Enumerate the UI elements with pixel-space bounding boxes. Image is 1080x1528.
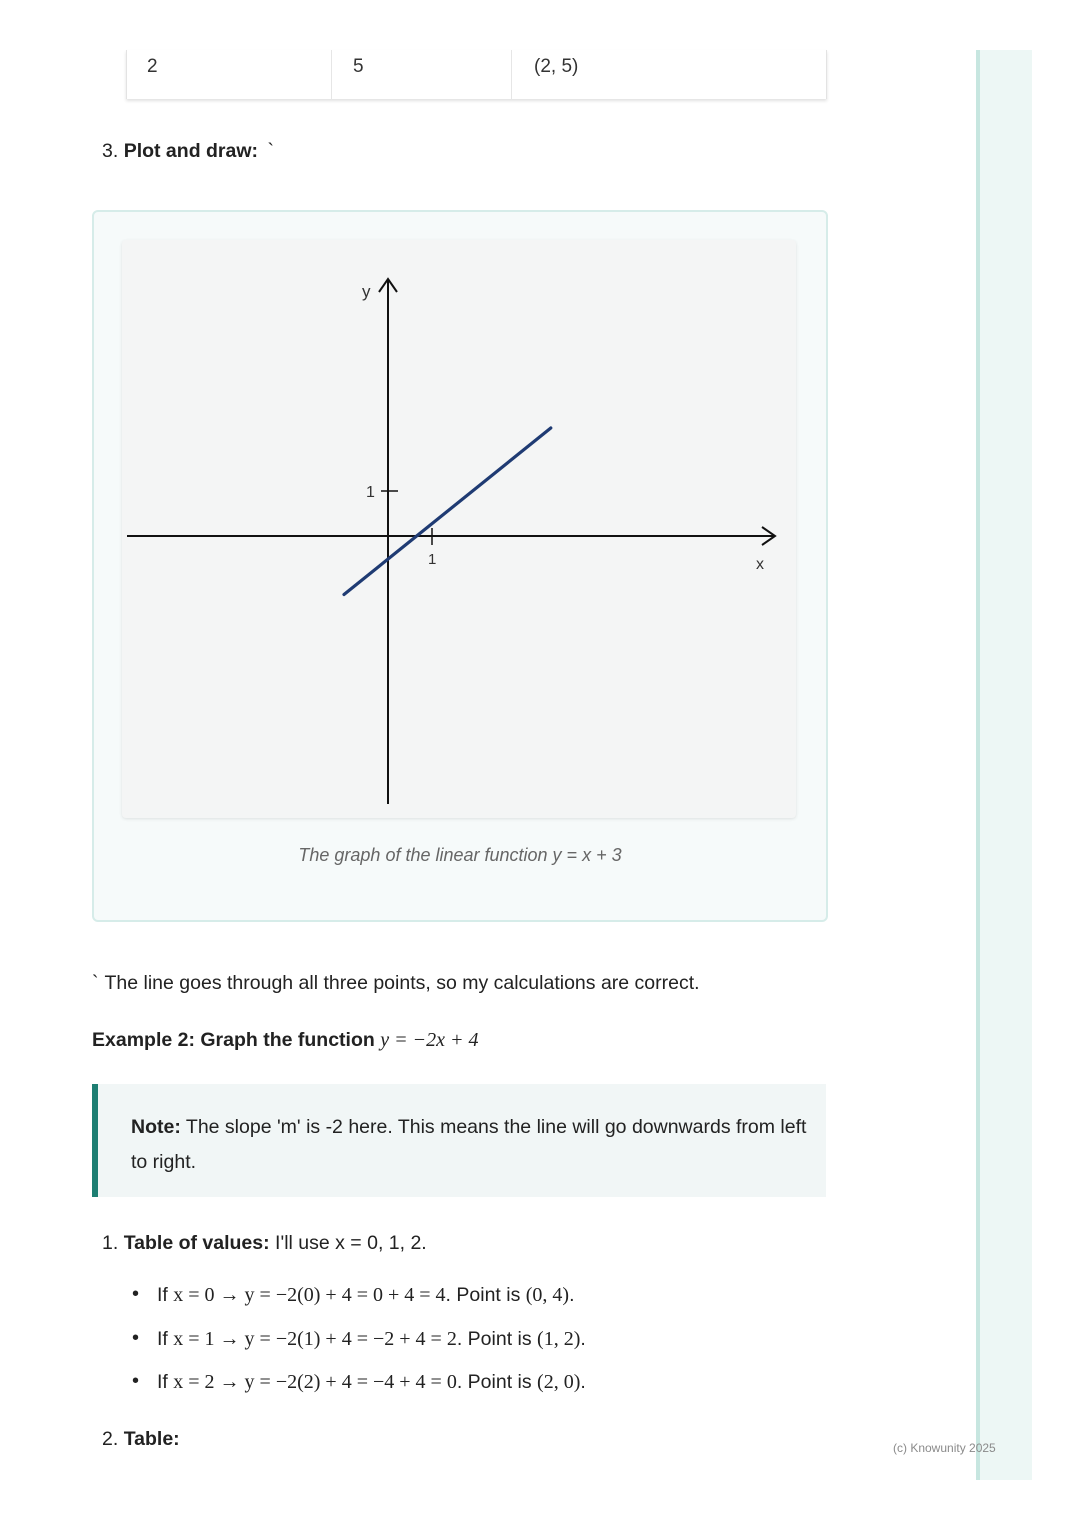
x-axis-label: x bbox=[756, 556, 764, 573]
step-number: 1. bbox=[102, 1232, 119, 1254]
table-cell-y: 5 bbox=[353, 56, 364, 77]
bullet-mid: . Point is bbox=[456, 1371, 532, 1393]
calculation-list bbox=[130, 1284, 586, 1415]
stray-backtick: ` bbox=[267, 140, 274, 162]
copyright-footer: (c) Knowunity 2025 bbox=[893, 1441, 996, 1455]
example-equation: y = −2x + 4 bbox=[380, 1029, 479, 1051]
bullet-mid: . Point is bbox=[445, 1284, 521, 1306]
function-line bbox=[344, 428, 551, 595]
bullet-point: (2, 0) bbox=[537, 1371, 581, 1393]
step-2-heading bbox=[102, 1428, 180, 1451]
conclusion-text bbox=[92, 972, 700, 995]
example-label: Example 2: Graph the function bbox=[92, 1029, 375, 1051]
figure-caption: The graph of the linear function y = x + 3 bbox=[298, 845, 622, 865]
stray-backtick: ` bbox=[92, 972, 99, 994]
bullet-end: . bbox=[569, 1284, 575, 1306]
bullet-point: (0, 4) bbox=[525, 1284, 570, 1306]
bullet-mid: . Point is bbox=[456, 1327, 532, 1350]
list-item bbox=[130, 1328, 586, 1372]
bullet-math: x = 2 → y = −2(2) + 4 = −4 + 4 = 0 bbox=[173, 1371, 457, 1393]
step-label: Table of values: bbox=[123, 1232, 270, 1254]
bullet-prefix: If bbox=[157, 1327, 168, 1350]
table-cell-x: 2 bbox=[147, 56, 158, 77]
step-label: Table: bbox=[123, 1428, 180, 1450]
step-1-heading bbox=[102, 1232, 427, 1255]
bullet-point: (1, 2) bbox=[537, 1327, 581, 1350]
bullet-math: x = 1 → y = −2(1) + 4 = −2 + 4 = 2 bbox=[173, 1327, 457, 1350]
note-text bbox=[131, 1110, 811, 1180]
y-axis-label: y bbox=[362, 282, 371, 301]
step-number: 3. bbox=[102, 140, 119, 162]
bullet-math: x = 0 → y = −2(0) + 4 = 0 + 4 = 4 bbox=[173, 1284, 446, 1306]
bullet-end: . bbox=[580, 1371, 586, 1393]
note-body: The slope 'm' is -2 here. This means the line will go downwards from left to right. bbox=[131, 1116, 807, 1173]
conclusion-sentence: The line goes through all three points, so my calculations are correct. bbox=[104, 972, 700, 994]
bullet-prefix: If bbox=[157, 1371, 168, 1393]
side-panel bbox=[976, 50, 1032, 1480]
step-text: I'll use x = 0, 1, 2. bbox=[275, 1232, 427, 1254]
step-number: 2. bbox=[102, 1428, 119, 1450]
step-label: Plot and draw: bbox=[123, 140, 259, 162]
y-tick-label: 1 bbox=[366, 484, 375, 501]
bullet-prefix: If bbox=[157, 1284, 168, 1306]
x-tick-label: 1 bbox=[428, 551, 437, 568]
list-item bbox=[130, 1371, 586, 1415]
note-label: Note: bbox=[131, 1116, 181, 1138]
example-2-heading bbox=[92, 1029, 478, 1052]
table-cell-point: (2, 5) bbox=[534, 56, 579, 77]
bullet-end: . bbox=[580, 1327, 586, 1350]
list-item bbox=[130, 1284, 586, 1328]
